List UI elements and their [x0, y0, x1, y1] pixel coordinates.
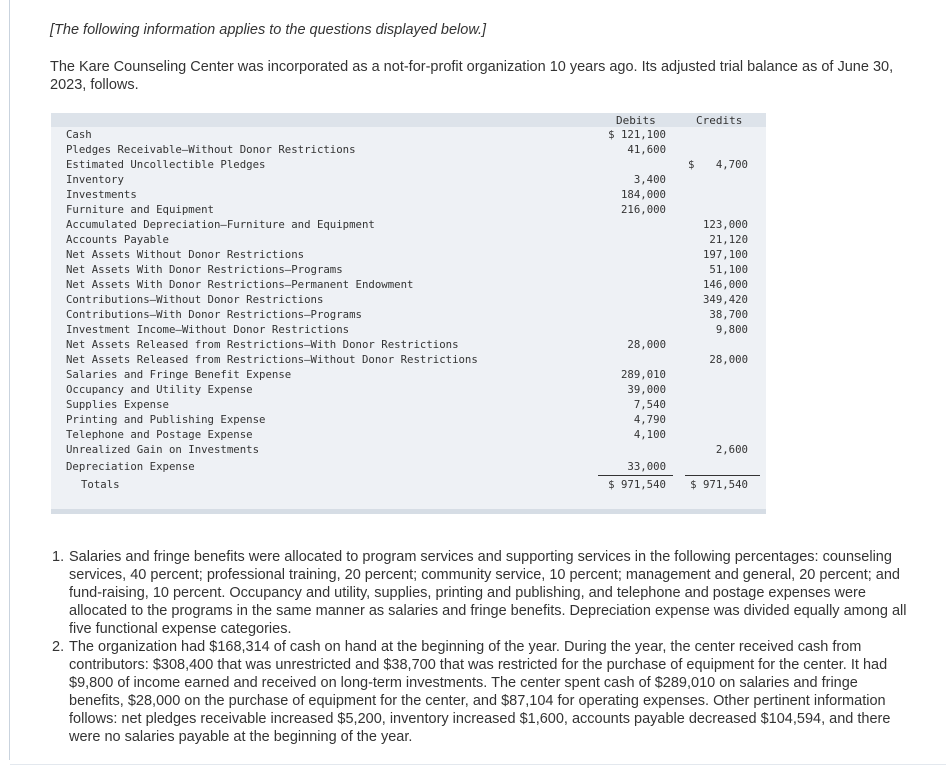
credit-value: 2,600 [715, 443, 748, 456]
debits-header: Debits [616, 114, 656, 127]
table-row [51, 397, 766, 412]
trial-balance-table [51, 113, 766, 514]
table-row [51, 459, 766, 474]
note-number: 2. [52, 639, 65, 655]
table-row [51, 157, 766, 172]
table-row [51, 217, 766, 232]
account-name: Occupancy and Utility Expense [66, 383, 253, 396]
table-row [51, 142, 766, 157]
debit-value: 41,600 [627, 143, 666, 156]
credits-header: Credits [696, 114, 743, 127]
account-name: Furniture and Equipment [66, 203, 214, 216]
account-name: Unrealized Gain on Investments [66, 443, 260, 456]
account-name: Investments [66, 188, 137, 201]
table-footer-bar [51, 509, 766, 514]
totals-debit: $ 971,540 [608, 478, 666, 491]
note-item [52, 638, 912, 746]
account-name: Net Assets Released from Restrictions—Without Donor Restrictions [66, 353, 478, 366]
credit-value: 349,420 [702, 293, 748, 306]
debit-value: 33,000 [627, 460, 666, 473]
debit-value: 28,000 [627, 338, 666, 351]
credit-value: 21,120 [709, 233, 748, 246]
credit-value: 197,100 [702, 248, 748, 261]
credit-underline [685, 475, 760, 476]
credit-value: 146,000 [702, 278, 748, 291]
account-name: Pledges Receivable—Without Donor Restrictions [66, 143, 356, 156]
table-row [51, 232, 766, 247]
credit-value: 9,800 [715, 323, 748, 336]
table-row [51, 352, 766, 367]
note-item [52, 548, 912, 638]
credit-value: 38,700 [709, 308, 748, 321]
table-row [51, 172, 766, 187]
account-name: Telephone and Postage Expense [66, 428, 253, 441]
debit-value: $ 121,100 [608, 128, 666, 141]
table-body [51, 127, 766, 509]
debit-value: 3,400 [633, 173, 666, 186]
account-name: Cash [66, 128, 92, 141]
account-name: Contributions—Without Donor Restrictions [66, 293, 324, 306]
account-name: Net Assets With Donor Restrictions—Permanent Endowment [66, 278, 414, 291]
table-row [51, 412, 766, 427]
table-row [51, 382, 766, 397]
credit-currency: $ [688, 158, 695, 171]
intro-paragraph: The Kare Counseling Center was incorporated as a not-for-profit organization 10 years ago. Its adjusted trial balance as of June 30, 2023, follows. [50, 59, 894, 93]
note-text: Salaries and fringe benefits were allocated to program services and supporting services in the following percentages: counseling services, 40 percent; professional training, 20 percent; community service, 10 percent; management and general, 20 percent; and fund-raising, 10 percent. Occupancy and utility, supplies, printing and publishing, and telephone and postage expenses were allocated to the programs in the same manner as salaries and fringe benefits. Depreciation expense was divided equally among all five functional expense categories. [69, 549, 907, 637]
bottom-border [10, 764, 946, 765]
table-row [51, 427, 766, 442]
totals-credit: $ 971,540 [690, 478, 748, 491]
credit-value: 28,000 [709, 353, 748, 366]
account-name: Printing and Publishing Expense [66, 413, 266, 426]
table-row [51, 322, 766, 337]
account-name: Accumulated Depreciation—Furniture and Equipment [66, 218, 375, 231]
debit-value: 39,000 [627, 383, 666, 396]
credit-value: 123,000 [702, 218, 748, 231]
table-row [51, 262, 766, 277]
notes-list [52, 548, 912, 746]
credit-value: 4,700 [715, 158, 748, 171]
account-name: Net Assets With Donor Restrictions—Programs [66, 263, 343, 276]
table-row [51, 442, 766, 457]
table-row [51, 307, 766, 322]
account-name: Investment Income—Without Donor Restrictions [66, 323, 350, 336]
left-border [9, 0, 10, 760]
account-name: Net Assets Without Donor Restrictions [66, 248, 305, 261]
table-header [51, 113, 766, 127]
table-row [51, 187, 766, 202]
table-row [51, 202, 766, 217]
table-row [51, 277, 766, 292]
table-row [51, 247, 766, 262]
debit-value: 7,540 [633, 398, 666, 411]
debit-value: 216,000 [620, 203, 666, 216]
account-name: Depreciation Expense [66, 460, 195, 473]
credit-value: 51,100 [709, 263, 748, 276]
table-row [51, 367, 766, 382]
note-text: The organization had $168,314 of cash on hand at the beginning of the year. During the year, the center received cash from contributors: $308,400 that was unrestricted and $38,700 that was restricted for the purchase of equipment for the center. It had $9,800 of income earned and received on long-term investments. The center spent cash of $289,010 on salaries and fringe benefits, $28,000 on the purchase of equipment for the center, and $87,104 for operating expenses. Other pertinent information follows: net pledges receivable increased $5,200, inventory increased $1,600, accounts payable decreased $104,594, and there were no salaries payable at the beginning of the year. [69, 639, 891, 745]
account-name: Net Assets Released from Restrictions—With Donor Restrictions [66, 338, 459, 351]
debit-underline [598, 475, 673, 476]
table-row [51, 292, 766, 307]
intro-note: [The following information applies to the questions displayed below.] [50, 22, 487, 38]
debit-value: 289,010 [620, 368, 666, 381]
account-name: Estimated Uncollectible Pledges [66, 158, 266, 171]
debit-value: 4,790 [633, 413, 666, 426]
debit-value: 4,100 [633, 428, 666, 441]
account-name: Salaries and Fringe Benefit Expense [66, 368, 292, 381]
account-name: Accounts Payable [66, 233, 169, 246]
account-name: Contributions—With Donor Restrictions—Programs [66, 308, 362, 321]
note-number: 1. [52, 549, 65, 565]
account-name: Inventory [66, 173, 124, 186]
totals-row [51, 477, 766, 492]
table-row [51, 337, 766, 352]
account-name: Supplies Expense [66, 398, 169, 411]
totals-label: Totals [81, 478, 120, 491]
debit-value: 184,000 [620, 188, 666, 201]
table-row [51, 127, 766, 142]
